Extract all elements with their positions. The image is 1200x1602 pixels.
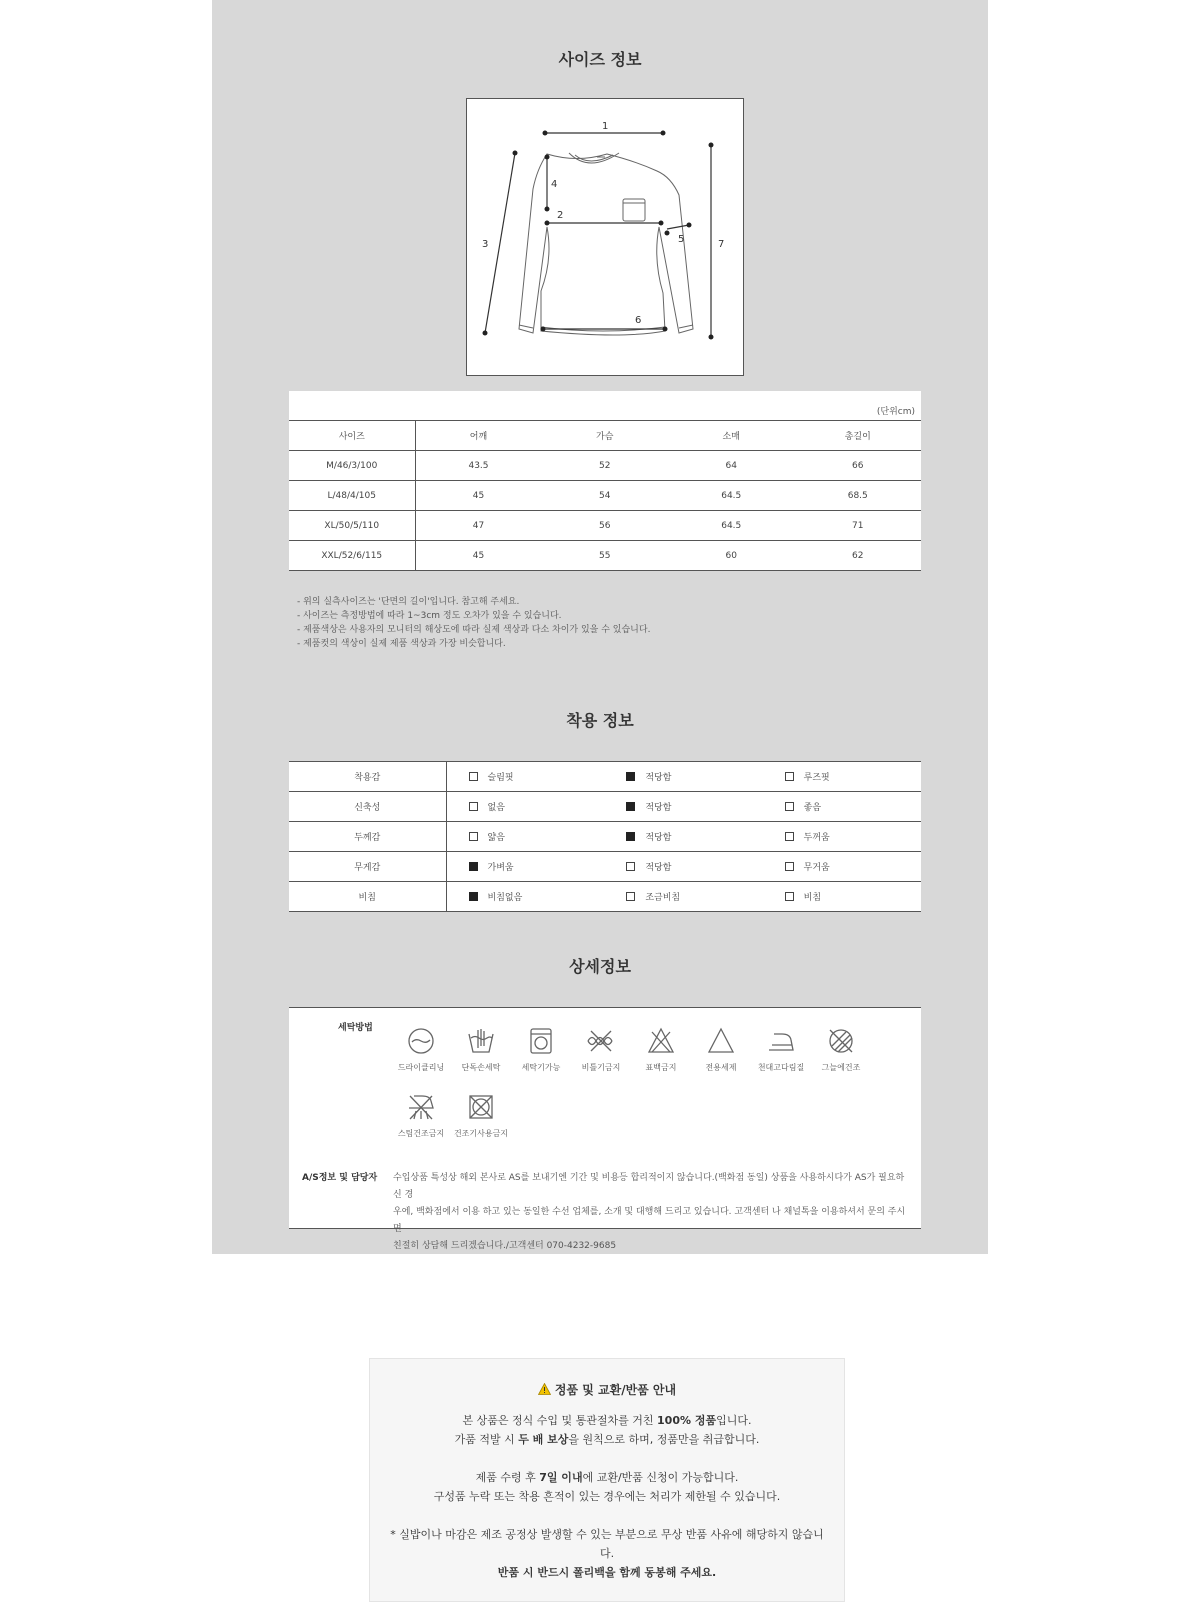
table-cell: 55 xyxy=(542,541,669,571)
care-item xyxy=(751,1026,811,1073)
care-label: 스팀건조금지 xyxy=(397,1129,445,1138)
fit-option xyxy=(763,882,921,912)
washing-machine-icon xyxy=(526,1026,556,1056)
checked-box-icon xyxy=(626,832,635,841)
notice-line: 본 상품은 정식 수입 및 통관절차를 거친 100% 정품입니다. xyxy=(462,1414,752,1427)
table-row xyxy=(289,541,921,571)
notice-line: 제품 수령 후 7일 이내에 교환/반품 신청이 가능합니다. xyxy=(475,1471,739,1484)
as-info-label: A/S정보 및 담당자 xyxy=(302,1173,378,1183)
fit-option-label: 적당함 xyxy=(645,833,672,843)
table-cell: M/46/3/100 xyxy=(289,451,415,481)
notice-line: 가품 적발 시 두 배 보상을 원칙으로 하며, 정품만을 취급합니다. xyxy=(454,1433,760,1446)
measure-label-2: 2 xyxy=(557,210,564,221)
size-notes xyxy=(297,595,897,651)
care-label: 드라이클리닝 xyxy=(397,1063,445,1072)
shade-dry-icon xyxy=(826,1026,856,1056)
note-line: - 제품색상은 사용자의 모니터의 해상도에 따라 실제 색상과 다소 차이가 있을 수 있습니다. xyxy=(297,625,651,635)
fit-option-label: 얇음 xyxy=(487,833,505,843)
fit-option xyxy=(763,762,921,792)
table-cell: 60 xyxy=(668,541,795,571)
table-cell: L/48/4/105 xyxy=(289,481,415,511)
care-label: 건조기사용금지 xyxy=(453,1129,509,1138)
care-item xyxy=(511,1026,571,1073)
care-item xyxy=(691,1026,751,1073)
notice-title-text: 정품 및 교환/반품 안내 xyxy=(554,1383,677,1397)
note-line: - 사이즈는 측정방법에 따라 1~3cm 정도 오차가 있을 수 있습니다. xyxy=(297,611,562,621)
fit-option xyxy=(446,852,604,882)
detergent-icon xyxy=(706,1026,736,1056)
checked-box-icon xyxy=(626,772,635,781)
detail-box xyxy=(289,1007,921,1251)
care-label: 그늘에건조 xyxy=(821,1063,861,1072)
table-cell: XXL/52/6/115 xyxy=(289,541,415,571)
authenticity-return-notice xyxy=(369,1358,845,1602)
wash-method-label: 세탁방법 xyxy=(338,1023,373,1033)
dry-clean-icon xyxy=(406,1026,436,1056)
care-item xyxy=(571,1026,631,1073)
fit-option-label: 비침 xyxy=(803,893,822,903)
table-cell: 71 xyxy=(795,511,922,541)
table-header-cell: 사이즈 xyxy=(289,421,415,451)
size-table xyxy=(289,421,921,571)
fit-option xyxy=(446,882,604,912)
no-steam-icon xyxy=(406,1092,436,1122)
checkbox-icon xyxy=(469,832,478,841)
as-line: 우에, 백화점에서 이용 하고 있는 동일한 수선 업체를, 소개 및 대행해 드리고 있습니다. 고객센터 나 채널톡을 이용하셔서 문의 주시면 xyxy=(393,1207,906,1234)
fit-option xyxy=(446,792,604,822)
measure-label-7: 7 xyxy=(718,239,725,250)
fit-row xyxy=(289,882,921,912)
notice-line: * 실밥이나 마감은 제조 공정상 발생할 수 있는 부분으로 무상 반품 사유에 해당하지 않습니 xyxy=(390,1528,824,1541)
measure-label-1: 1 xyxy=(602,121,609,132)
fit-row-label: 착용감 xyxy=(289,762,446,792)
as-line: 수입상품 특성상 해외 본사로 AS를 보내기엔 기간 및 비용등 합리적이지 않습니다.(백화점 동일) 상품을 사용하시다가 AS가 필요하신 경 xyxy=(393,1173,905,1200)
fit-option xyxy=(763,792,921,822)
note-line: - 위의 실측사이즈는 '단면의 길이'입니다. 참고해 주세요. xyxy=(297,597,520,607)
detail-info-title: 상세정보 xyxy=(569,957,631,976)
care-label: 표백금지 xyxy=(645,1063,677,1072)
care-item xyxy=(451,1092,511,1139)
fit-row-label: 신축성 xyxy=(289,792,446,822)
fit-option-label: 적당함 xyxy=(645,773,672,783)
table-cell: 66 xyxy=(795,451,922,481)
fit-row xyxy=(289,822,921,852)
size-table-header xyxy=(289,421,921,451)
fit-option-label: 가벼움 xyxy=(487,863,514,873)
no-tumble-dry-icon xyxy=(466,1092,496,1122)
fit-row-label: 두께감 xyxy=(289,822,446,852)
fit-option xyxy=(446,822,604,852)
table-header-cell: 소매 xyxy=(668,421,795,451)
fit-option xyxy=(763,852,921,882)
care-item xyxy=(391,1092,451,1139)
table-row xyxy=(289,511,921,541)
fit-table xyxy=(289,761,921,912)
table-header-cell: 총길이 xyxy=(795,421,922,451)
iron-icon xyxy=(766,1026,796,1056)
measure-label-6: 6 xyxy=(635,315,642,326)
fit-option xyxy=(446,762,604,792)
table-row xyxy=(289,481,921,511)
note-line: - 제품컷의 색상이 실제 제품 색상과 가장 비슷합니다. xyxy=(297,639,506,649)
fit-option-label: 무거움 xyxy=(803,863,830,873)
table-cell: 47 xyxy=(415,511,542,541)
fit-option xyxy=(604,852,762,882)
fit-row xyxy=(289,762,921,792)
table-cell: 64.5 xyxy=(668,481,795,511)
fit-info-title: 착용 정보 xyxy=(566,711,634,730)
checkbox-icon xyxy=(785,862,794,871)
table-row xyxy=(289,451,921,481)
fit-row-label: 비침 xyxy=(289,882,446,912)
notice-title xyxy=(370,1381,844,1400)
checked-box-icon xyxy=(626,802,635,811)
checkbox-icon xyxy=(785,832,794,841)
fit-option-label: 좋음 xyxy=(803,803,822,813)
checkbox-icon xyxy=(785,772,794,781)
hand-wash-icon xyxy=(466,1026,496,1056)
unit-label: (단위cm) xyxy=(289,391,921,421)
fit-option xyxy=(604,792,762,822)
fit-option-label: 루즈핏 xyxy=(803,773,830,783)
table-cell: 62 xyxy=(795,541,922,571)
checkbox-icon xyxy=(626,862,635,871)
fit-option-label: 적당함 xyxy=(645,803,672,813)
measure-label-4: 4 xyxy=(551,179,558,190)
size-info-title: 사이즈 정보 xyxy=(558,50,642,69)
notice-line: 반품 시 반드시 폴리백을 함께 동봉해 주세요. xyxy=(497,1566,717,1579)
table-cell: 64.5 xyxy=(668,511,795,541)
as-info-text xyxy=(393,1170,907,1255)
fit-option-label: 슬림핏 xyxy=(487,773,514,783)
fit-option xyxy=(763,822,921,852)
fit-option-label: 조금비침 xyxy=(645,893,681,903)
checked-box-icon xyxy=(469,862,478,871)
table-header-cell: 어깨 xyxy=(415,421,542,451)
as-line: 친절히 상담해 드리겠습니다./고객센터 070-4232-9685 xyxy=(393,1241,617,1251)
table-cell: 56 xyxy=(542,511,669,541)
table-cell: 68.5 xyxy=(795,481,922,511)
table-cell: 64 xyxy=(668,451,795,481)
fit-option xyxy=(604,762,762,792)
fit-option-label: 비침없음 xyxy=(487,893,523,903)
care-item xyxy=(451,1026,511,1073)
no-bleach-icon xyxy=(646,1026,676,1056)
fit-option-label: 적당함 xyxy=(645,863,672,873)
fit-row-label: 무게감 xyxy=(289,852,446,882)
table-header-cell: 가슴 xyxy=(542,421,669,451)
table-cell: 43.5 xyxy=(415,451,542,481)
care-item xyxy=(811,1026,871,1073)
fit-option xyxy=(604,822,762,852)
measure-label-5: 5 xyxy=(678,234,685,245)
checkbox-icon xyxy=(785,802,794,811)
shirt-measure-diagram xyxy=(467,99,743,375)
warning-icon xyxy=(538,1383,551,1395)
table-cell: XL/50/5/110 xyxy=(289,511,415,541)
notice-line: 다. xyxy=(599,1547,615,1560)
table-cell: 45 xyxy=(415,541,542,571)
checkbox-icon xyxy=(626,892,635,901)
care-label: 세탁기가능 xyxy=(521,1063,561,1072)
fit-option-label: 두꺼움 xyxy=(803,833,830,843)
care-item xyxy=(631,1026,691,1073)
fit-row xyxy=(289,792,921,822)
measure-label-3: 3 xyxy=(482,239,489,250)
care-label: 단독손세탁 xyxy=(461,1063,501,1072)
notice-line: 구성품 누락 또는 착용 흔적이 있는 경우에는 처리가 제한될 수 있습니다. xyxy=(433,1490,781,1503)
table-cell: 45 xyxy=(415,481,542,511)
checkbox-icon xyxy=(469,802,478,811)
table-cell: 54 xyxy=(542,481,669,511)
fit-option xyxy=(604,882,762,912)
fit-option-label: 없음 xyxy=(487,803,505,813)
product-info-panel xyxy=(212,0,988,1254)
checked-box-icon xyxy=(469,892,478,901)
checkbox-icon xyxy=(785,892,794,901)
care-label: 천대고다림질 xyxy=(757,1063,805,1072)
no-wring-icon xyxy=(586,1026,616,1056)
care-label: 전용세제 xyxy=(705,1063,737,1072)
table-cell: 52 xyxy=(542,451,669,481)
care-item xyxy=(391,1026,451,1073)
size-diagram xyxy=(466,98,744,376)
care-label: 비틀기금지 xyxy=(581,1063,621,1072)
fit-row xyxy=(289,852,921,882)
checkbox-icon xyxy=(469,772,478,781)
